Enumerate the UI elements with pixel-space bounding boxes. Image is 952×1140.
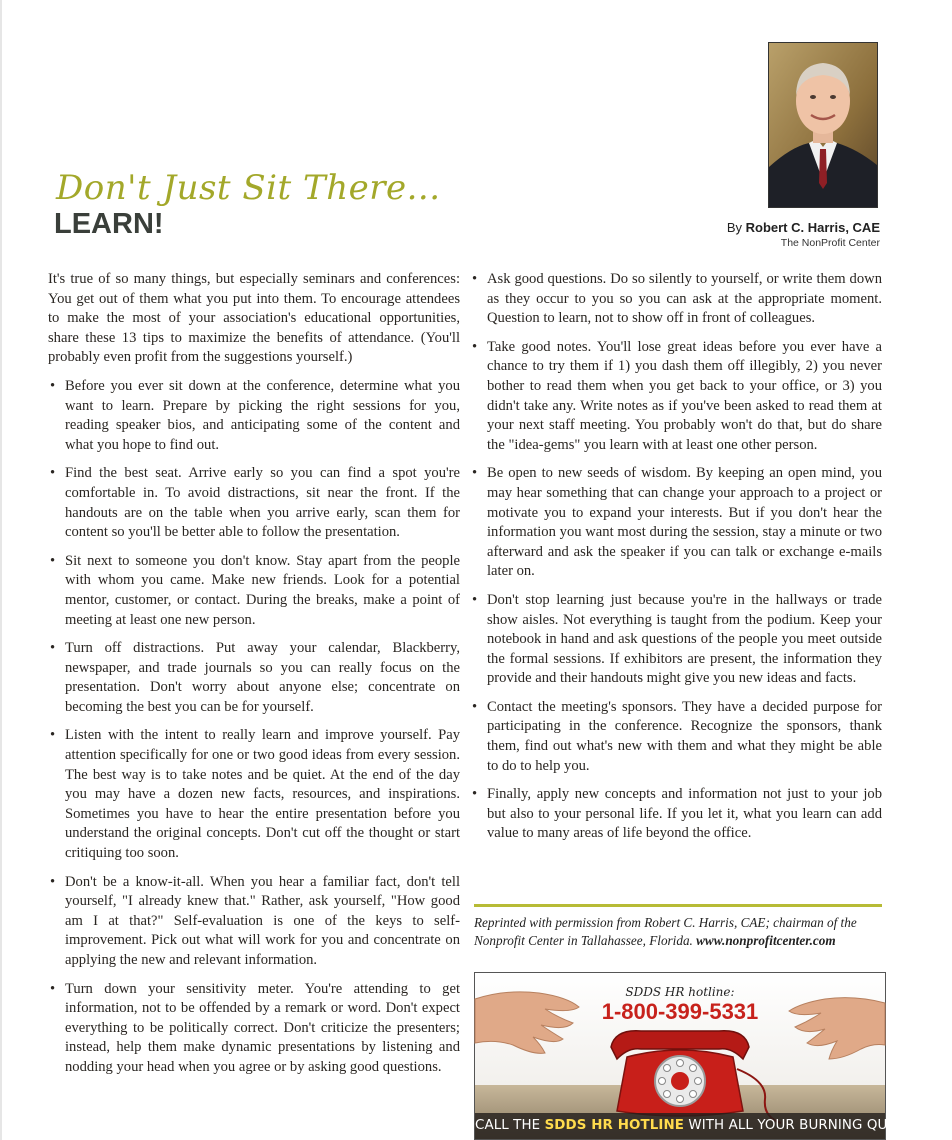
author-photo — [768, 42, 878, 208]
byline — [727, 220, 880, 249]
tip-item — [48, 726, 460, 863]
section-divider — [474, 904, 882, 907]
ad-banner-post: WITH ALL YOUR BURNING QUESTIONS! — [684, 1118, 952, 1133]
right-column — [470, 270, 882, 853]
reprint-text: Reprinted with permission from Robert C. Harris, CAE; chairman of the Nonprofit Center in Tallahassee, Florida. — [474, 915, 857, 948]
reprint-note — [474, 914, 884, 950]
tip-item — [48, 552, 460, 630]
title-script-line: Don't Just Sit There... — [56, 168, 441, 208]
bullet-icon: • — [50, 640, 56, 657]
tip-item — [470, 270, 882, 329]
tip-text: Find the best seat. Arrive early so you can find a spot you're comfortable in. To avoid distractions, sit near the front. If the handouts are on the table when you arrive early, scan them for content so you'll be better able to follow the presentation. — [65, 465, 460, 541]
tip-item — [470, 785, 882, 844]
tip-item — [48, 377, 460, 455]
tip-text: Don't be a know-it-all. When you hear a familiar fact, don't tell yourself, "I already knew that." Rather, ask yourself, "How good am I at that?" Self-evaluation is one of the keys to self-improvement. Pick out what will work for you and concentrate on applying the new and relevant information. — [65, 873, 460, 968]
tip-text: Contact the meeting's sponsors. They have a decided purpose for participating in the conference. Recognize the sponsors, thank them, find out what's new with them and what they might be able to do to help you. — [487, 698, 882, 774]
byline-prefix: By — [726, 220, 746, 235]
tip-text: Turn down your sensitivity meter. You're attending to get information, not to be offended by a remark or word. Don't expect everything to be politically correct. Don't criticize the presenters; instead, help them make dynamic presentations by listening and nodding your head when you agree or by asking good questions. — [65, 980, 460, 1075]
bullet-icon: • — [472, 786, 478, 803]
title-learn-line: LEARN! — [54, 208, 164, 240]
page-edge — [0, 0, 2, 1140]
bullet-icon: • — [472, 591, 478, 608]
bullet-icon: • — [472, 271, 478, 287]
intro-paragraph: It's true of so many things, but especially seminars and conferences: You get out of them what you put into them. To encourage attendees to make the most of your association's educational opportunities, share these 13 tips to maximize the benefits of attendance. (You'll probably even profit from the suggestions yourself.) — [48, 271, 460, 366]
ad-tagline: SDDS HR hotline: — [625, 985, 735, 999]
ad-banner-bold: SDDS HR HOTLINE — [544, 1118, 685, 1133]
tip-item — [48, 639, 460, 717]
byline-org: The NonProfit Center — [780, 237, 880, 249]
left-tips-list — [48, 377, 460, 1078]
tip-item — [48, 464, 460, 542]
tip-item — [470, 338, 882, 456]
tip-text: Listen with the intent to really learn and improve yourself. Pay attention specifically for one or two good ideas from every session. The best way is to take notes and be quiet. At the end of the day you may have a dozen new facts, resources, and inspirations. Sometimes you have to hear the entire presentation before you understand the original concepts. Don't cut off the thought or start critiquing too soon. — [65, 727, 460, 862]
tip-text: Finally, apply new concepts and information not just to your job but also to your personal life. If you let it, what you learn can add value to many areas of life beyond the office. — [487, 786, 882, 842]
bullet-icon: • — [50, 727, 56, 744]
bullet-icon: • — [50, 552, 56, 569]
tip-text: Before you ever sit down at the conference, determine what you want to learn. Prepare by picking the right sessions for you, reading speaker bios, and anticipating some of the content and what you hope to find out. — [65, 377, 460, 453]
byline-author: Robert C. Harris, CAE — [745, 220, 880, 235]
tip-item — [48, 873, 460, 971]
tip-text: Sit next to someone you don't know. Stay apart from the people with whom you came. Make new friends. Look for a potential mentor, customer, or contact. During the breaks, make a point of meeting at least one new person. — [65, 552, 460, 628]
tip-text: Take good notes. You'll lose great ideas before you ever have a chance to try them if 1) you dash them off illegibly, 2) you never bother to read them when you get back to your office, or 3) you didn't take any. Write notes as if you've been asked to read them at your next staff meeting. You probably won't do that, but do share the "idea-gems" you learn with at least one other person. — [487, 338, 882, 453]
tip-text: Don't stop learning just because you're in the hallways or trade show aisles. Not everything is taught from the podium. Keep your notebook in hand and ask questions of the people you meet outside the formal sessions. If exhibitors are present, the information they provide and their handouts might give you new ideas and facts. — [487, 591, 882, 687]
reprint-url[interactable]: www.nonprofitcenter.com — [696, 933, 836, 948]
ad-phone-number[interactable]: 1-800-399-5331 — [601, 999, 759, 1024]
right-tips-list — [470, 270, 882, 844]
tip-text: Be open to new seeds of wisdom. By keeping an open mind, you may hear something that can change your approach to a project or motivate you to expand your interests. But if you don't hear the information you want most during the session, stay a minute or two afterward and ask the speaker if you can talk or exchange e-mails later on. — [487, 465, 882, 580]
tip-text: Turn off distractions. Put away your calendar, Blackberry, newspaper, and trade journals so you can really focus on the presentation. Don't worry about anyone else; concentrate on becoming the best you can be for yourself. — [65, 640, 460, 715]
tip-item — [48, 980, 460, 1078]
bullet-icon: • — [50, 873, 56, 890]
bullet-icon: • — [50, 465, 56, 482]
ad-banner — [475, 1113, 952, 1139]
tip-text: Ask good questions. Do so silently to yourself, or write them down as they occur to you so you can ask at the appropriate moment. Question to learn, not to show off in front of colleagues. — [487, 271, 882, 327]
tip-item — [470, 591, 882, 689]
tip-item — [470, 698, 882, 776]
bullet-icon: • — [472, 465, 478, 482]
byline-author-line — [727, 220, 880, 235]
ad-banner-pre: CALL THE — [475, 1118, 545, 1133]
bullet-icon: • — [472, 698, 478, 715]
bullet-icon: • — [472, 338, 478, 355]
tip-item — [470, 464, 882, 582]
bullet-icon: • — [50, 980, 56, 997]
hotline-ad — [474, 972, 952, 1140]
left-column — [48, 270, 460, 1087]
bullet-icon: • — [50, 377, 56, 394]
